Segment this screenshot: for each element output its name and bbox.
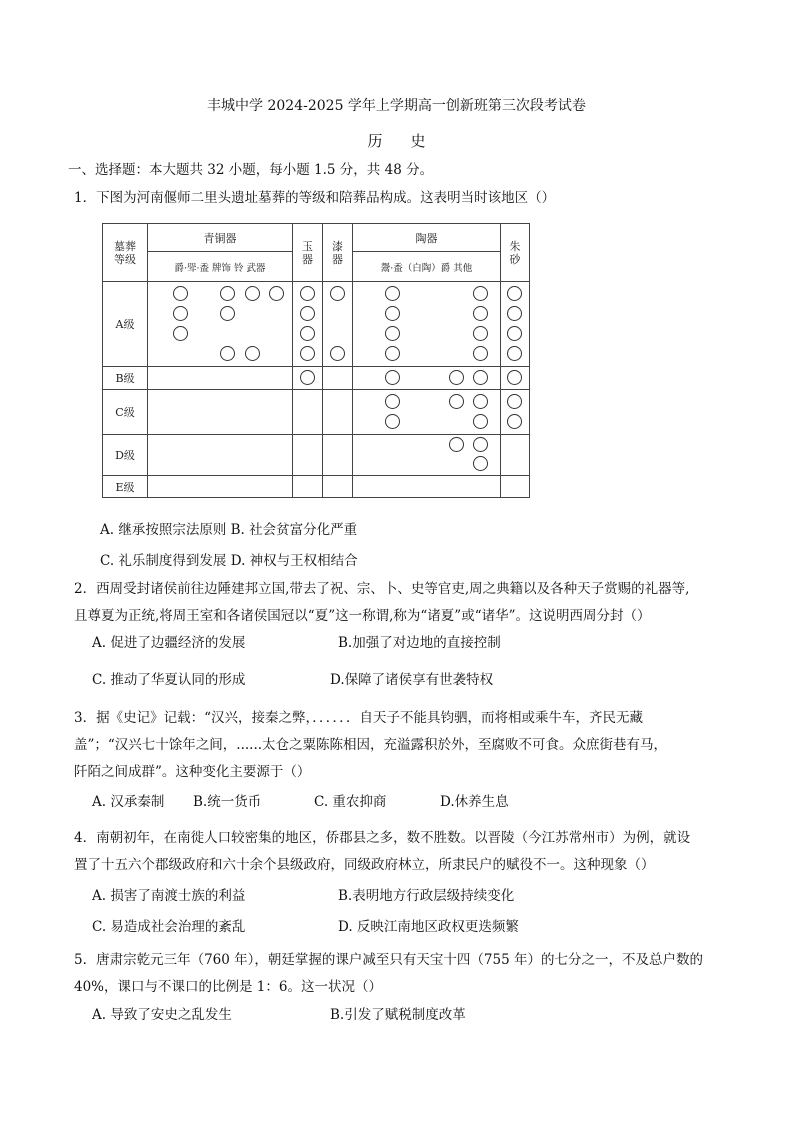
- q4-option-a: A. 损害了南渡士族的利益: [92, 888, 246, 904]
- q3-line3: 阡陌之间成群”。这种变化主要源于（）: [74, 764, 311, 780]
- section-heading: 一、选择题：本大题共 32 小题，每小题 1.5 分，共 48 分。: [68, 162, 434, 178]
- q5-option-b: B.引发了赋税制度改革: [330, 1007, 466, 1023]
- row-label-d: D级: [103, 435, 148, 476]
- d-pottery: [353, 435, 501, 476]
- e-lacquer: [323, 476, 353, 498]
- q4-line1: 4．南朝初年，在南徙人口较密集的地区，侨郡县之多，数不胜数。以晋陵（今江苏常州市）为例，就设: [74, 830, 691, 846]
- d-lacquer: [323, 435, 353, 476]
- a-bronze: [148, 282, 293, 367]
- subject-char-1: 历: [367, 132, 411, 150]
- burial-table: [102, 223, 530, 498]
- a-lacquer: [323, 282, 353, 367]
- q2-option-a: A. 促进了边疆经济的发展: [92, 635, 246, 651]
- th-lacquer: 漆器: [323, 224, 353, 282]
- q3-option-a: A. 汉承秦制: [92, 794, 165, 810]
- subject-title: [0, 130, 793, 151]
- e-cinnabar: [501, 476, 530, 498]
- e-jade: [293, 476, 323, 498]
- q4-line2: 置了十五六个郡级政府和六十余个县级政府，同级政府林立，所隶民户的赋役不一。这种现象（）: [74, 857, 655, 873]
- q5-option-a: A. 导致了安史之乱发生: [92, 1007, 232, 1023]
- q5-line1: 5．唐肃宗乾元三年（760 年），朝廷掌握的课户减至只有天宝十四（755 年）的七分之一，不及总户数的: [74, 952, 703, 968]
- row-label-a: A级: [103, 282, 148, 367]
- q4-option-b: B.表明地方行政层级持续变化: [338, 888, 515, 904]
- row-label-c: C级: [103, 390, 148, 435]
- b-bronze: [148, 367, 293, 390]
- q2-option-d: D.保障了诸侯享有世袭特权: [330, 672, 494, 688]
- row-label-e: E级: [103, 476, 148, 498]
- q2-line1: 2．西周受封诸侯前往边陲建邦立国,带去了祝、宗、卜、史等官吏,周之典籍以及各种天子赏赐的礼器等,: [74, 581, 690, 597]
- th-jade: 玉器: [293, 224, 323, 282]
- b-lacquer: [323, 367, 353, 390]
- q3-option-d: D.休养生息: [440, 794, 509, 810]
- th-cinnabar: 朱砂: [501, 224, 530, 282]
- th-grade: 墓葬等级: [103, 224, 148, 282]
- q3-line2: 盖”；“汉兴七十馀年之间，......太仓之粟陈陈相因，充溢露积於外，至腐败不可食。众庶街巷有马，: [74, 737, 668, 753]
- e-bronze: [148, 476, 293, 498]
- b-jade: [293, 367, 323, 390]
- d-bronze: [148, 435, 293, 476]
- d-jade: [293, 435, 323, 476]
- row-label-b: B级: [103, 367, 148, 390]
- th-bronze: 青铜器: [148, 224, 293, 252]
- c-pottery: [353, 390, 501, 435]
- subject-char-2: 史: [410, 132, 454, 150]
- a-jade: [293, 282, 323, 367]
- q1-stem: 1．下图为河南偃师二里头遗址墓葬的等级和陪葬品构成。这表明当时该地区（）: [74, 190, 556, 206]
- b-pottery: [353, 367, 501, 390]
- q5-line2: 40%，课口与不课口的比例是 1：6。这一状况（）: [74, 979, 382, 995]
- q3-option-c: C. 重农抑商: [314, 794, 387, 810]
- q1-options-ab: A. 继承按照宗法原则 B. 社会贫富分化严重: [100, 522, 358, 538]
- exam-title: 丰城中学 2024-2025 学年上学期高一创新班第三次段考试卷: [207, 98, 586, 114]
- q3-option-b: B.统一货币: [193, 794, 262, 810]
- th-bronze-sub: 爵·斝·盉 牌饰 铃 武器: [148, 252, 293, 282]
- q2-line2: 且尊夏为正统,将周王室和各诸侯国冠以“夏”这一称谓,称为“诸夏”或“诸华”。这说明西周分封（）: [74, 608, 651, 624]
- d-cinnabar: [501, 435, 530, 476]
- a-cinnabar: [501, 282, 530, 367]
- th-pottery: 陶器: [353, 224, 501, 252]
- e-pottery: [353, 476, 501, 498]
- c-bronze: [148, 390, 293, 435]
- c-lacquer: [323, 390, 353, 435]
- q3-line1: 3．据《史记》记载：“汉兴，接秦之弊，．．．．．．自天子不能具钧驷，而将相或乘牛车，齐民无藏: [74, 710, 643, 726]
- q2-option-b: B.加强了对边地的直接控制: [338, 635, 501, 651]
- q2-option-c: C. 推动了华夏认同的形成: [92, 672, 246, 688]
- th-pottery-sub: 鬶·盉（白陶）爵 其他: [353, 252, 501, 282]
- q1-options-cd: C. 礼乐制度得到发展 D. 神权与王权相结合: [100, 553, 358, 569]
- b-cinnabar: [501, 367, 530, 390]
- q4-option-c: C. 易造成社会治理的紊乱: [92, 919, 246, 935]
- a-pottery: [353, 282, 501, 367]
- c-cinnabar: [501, 390, 530, 435]
- c-jade: [293, 390, 323, 435]
- q4-option-d: D. 反映江南地区政权更迭频繁: [338, 919, 519, 935]
